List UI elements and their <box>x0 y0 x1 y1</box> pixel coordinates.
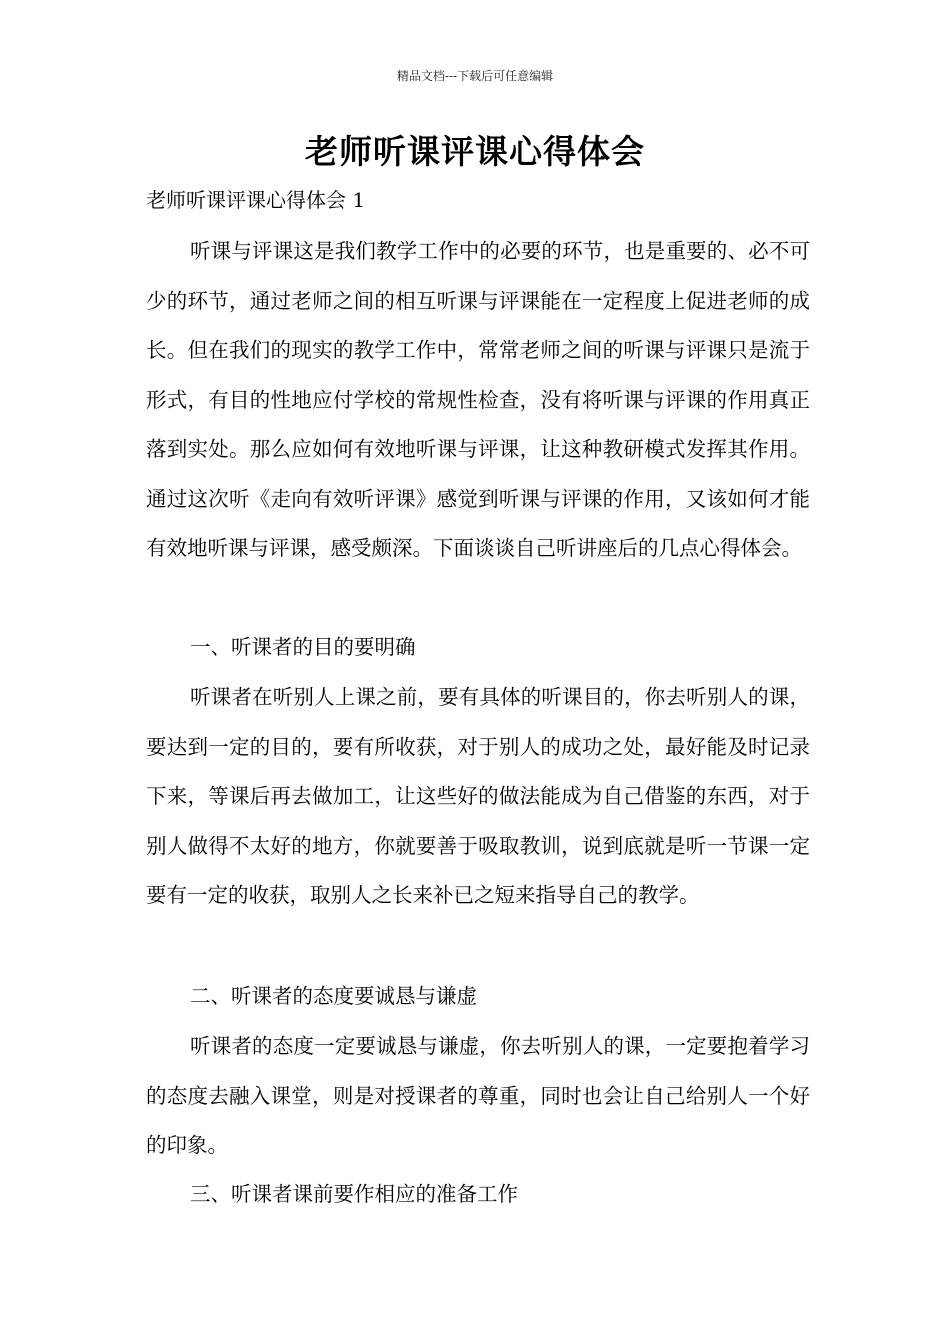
paragraph-point-1: 听课者在听别人上课之前，要有具体的听课目的，你去听别人的课，要达到一定的目的，要有所收获，对于别人的成功之处，最好能及时记录下来，等课后再去做加工，让这些好的做法能成为自己借鉴的东西，对于别人做得不太好的地方，你就要善于吸取教训，说到底就是听一节课一定要有一定的收获，取别人之长来补已之短来指导自己的教学。 <box>146 685 810 907</box>
paragraph-point-2: 听课者的态度一定要诚恳与谦虚，你去听别人的课，一定要抱着学习的态度去融入课堂，则是对授课者的尊重，同时也会让自己给别人一个好的印象。 <box>146 1034 810 1157</box>
paragraph-intro: 听课与评课这是我们教学工作中的必要的环节，也是重要的、必不可少的环节，通过老师之间的相互听课与评课能在一定程度上促进老师的成长。但在我们的现实的教学工作中，常常老师之间的听课与评课只是流于形式，有目的性地应付学校的常规性检查，没有将听课与评课的作用真正落到实处。那么应如何有效地听课与评课，让这种教研模式发挥其作用。通过这次听《走向有效听评课》感觉到听课与评课的作用，又该如何才能有效地听课与评课，感受颇深。下面谈谈自己听讲座后的几点心得体会。 <box>146 239 810 560</box>
document-title: 老师听课评课心得体会 <box>305 132 645 171</box>
heading-point-2: 二、听课者的态度要诚恳与谦虚 <box>190 984 477 1008</box>
header-note: 精品文档---下载后可任意编辑 <box>396 69 554 83</box>
section-subtitle: 老师听课评课心得体会 1 <box>146 188 366 212</box>
heading-point-1: 一、听课者的目的要明确 <box>190 635 416 659</box>
heading-point-3: 三、听课者课前要作相应的准备工作 <box>190 1182 518 1206</box>
